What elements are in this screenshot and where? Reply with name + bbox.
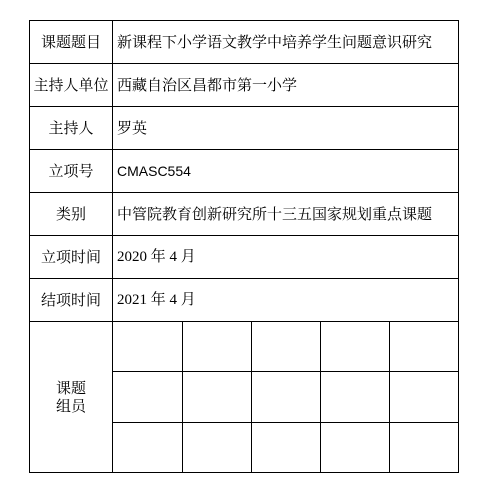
members-grid-row	[113, 422, 458, 472]
end-date-label: 结项时间	[30, 279, 113, 322]
member-cell	[320, 322, 389, 372]
project-info-table	[29, 20, 459, 473]
project-title-label: 课题题目	[30, 21, 113, 64]
member-cell	[251, 322, 320, 372]
members-label-line1: 课题	[55, 379, 86, 397]
members-label	[30, 322, 113, 473]
members-grid-row	[113, 322, 458, 372]
project-number-label: 立项号	[30, 150, 113, 193]
host-unit-label: 主持人单位	[30, 64, 113, 107]
row-category	[30, 193, 459, 236]
member-cell	[320, 372, 389, 422]
member-cell	[389, 372, 458, 422]
row-project-number	[30, 150, 459, 193]
row-host-unit	[30, 64, 459, 107]
member-cell	[251, 422, 320, 472]
start-date-value: 2020 年 4 月	[113, 236, 459, 279]
category-value: 中管院教育创新研究所十三五国家规划重点课题	[113, 193, 459, 236]
member-cell	[182, 372, 251, 422]
project-number-value: CMASC554	[113, 150, 459, 193]
member-cell	[113, 422, 182, 472]
project-title-value: 新课程下小学语文教学中培养学生问题意识研究	[113, 21, 459, 64]
member-cell	[182, 422, 251, 472]
members-grid-row	[113, 372, 458, 422]
row-end-date	[30, 279, 459, 322]
end-date-value: 2021 年 4 月	[113, 279, 459, 322]
member-cell	[389, 422, 458, 472]
member-cell	[320, 422, 389, 472]
host-unit-value: 西藏自治区昌都市第一小学	[113, 64, 459, 107]
row-start-date	[30, 236, 459, 279]
row-host	[30, 107, 459, 150]
member-cell	[389, 322, 458, 372]
members-label-line2: 组员	[55, 397, 86, 415]
member-cell	[113, 322, 182, 372]
members-grid-container	[113, 322, 459, 473]
row-project-title	[30, 21, 459, 64]
member-cell	[113, 372, 182, 422]
row-members	[30, 322, 459, 473]
member-cell	[182, 322, 251, 372]
start-date-label: 立项时间	[30, 236, 113, 279]
member-cell	[251, 372, 320, 422]
category-label: 类别	[30, 193, 113, 236]
host-label: 主持人	[30, 107, 113, 150]
host-value: 罗英	[113, 107, 459, 150]
members-grid	[113, 322, 458, 472]
